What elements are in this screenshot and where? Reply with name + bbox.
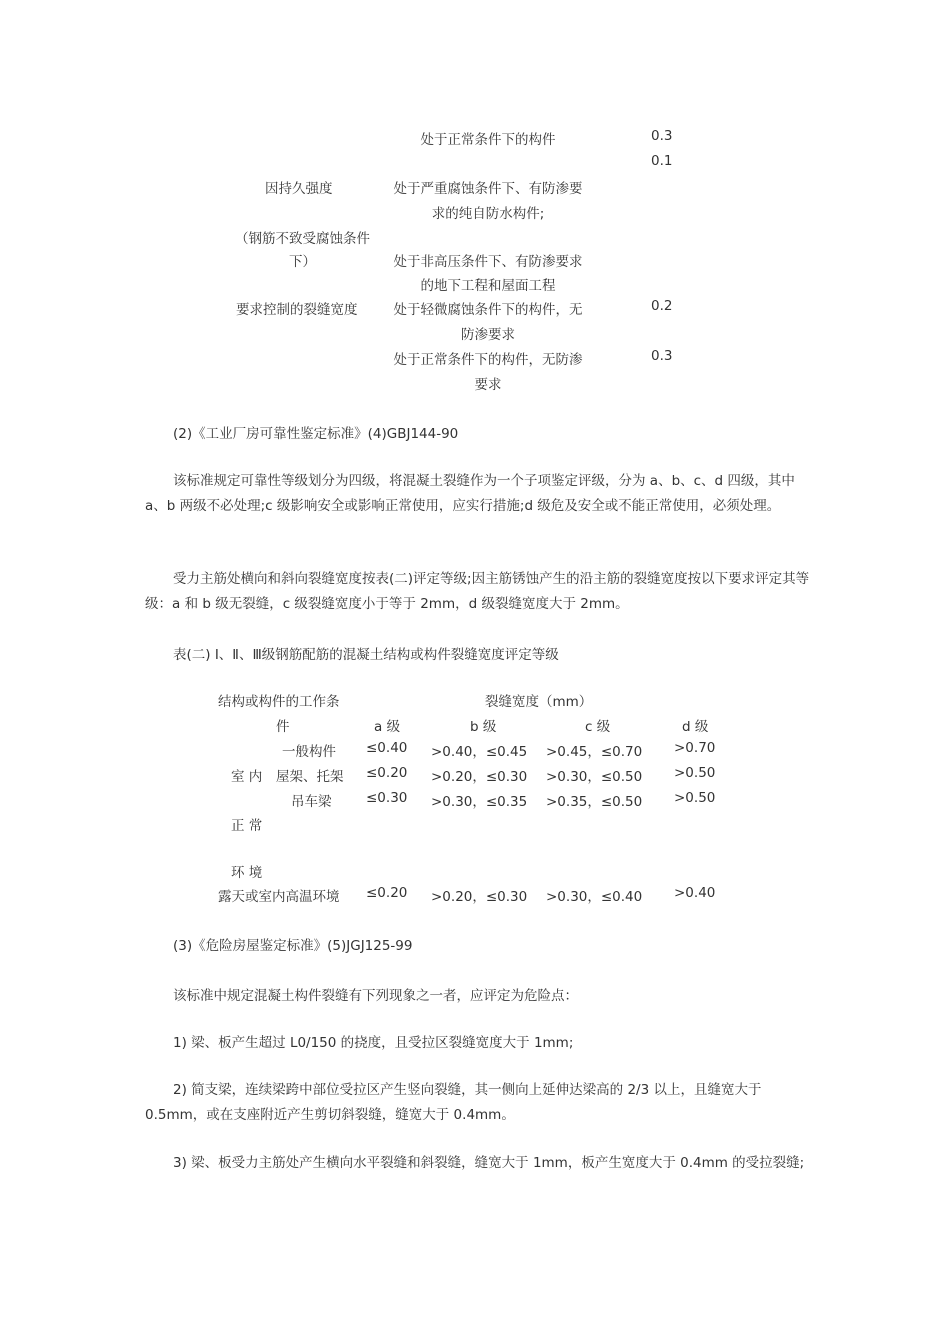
table2-grade-header: a 级: [374, 719, 401, 735]
section3-item-1: 1) 梁、板产生超过 L0/150 的挠度，且受拉区裂缝宽度大于 1mm;: [173, 1035, 574, 1051]
table2-cell: ≤0.20: [366, 885, 408, 901]
section3-item-3: 3) 梁、板受力主筋处产生横向水平裂缝和斜裂缝，缝宽大于 1mm，板产生宽度大于 0.4mm 的受拉裂缝;: [173, 1155, 805, 1171]
table1-condition: 处于轻微腐蚀条件下的构件，无: [393, 302, 583, 318]
table1-value: 0.3: [651, 348, 673, 364]
table2-member: 吊车梁: [291, 794, 332, 810]
table2-cell: >0.30，≤0.35: [431, 794, 528, 810]
table2-member: 屋架、托架: [276, 769, 344, 785]
table2-header-condition: 件: [276, 719, 290, 735]
section3-heading: (3)《危险房屋鉴定标准》(5)JGJ125-99: [173, 938, 413, 954]
table2-grade-header: d 级: [682, 719, 709, 735]
table1-left-label: 因持久强度: [265, 181, 333, 197]
table2-cell: ≤0.30: [366, 790, 408, 806]
table1-value: 0.2: [651, 298, 673, 314]
table1-value: 0.3: [651, 128, 673, 144]
table2-header-condition: 结构或构件的工作条: [218, 694, 340, 710]
section2-heading: (2)《工业厂房可靠性鉴定标准》(4)GBJ144-90: [173, 426, 459, 442]
table1-condition: 处于正常条件下的构件: [420, 132, 556, 148]
section2-paragraph-1: 该标准规定可靠性等级划分为四级，将混凝土裂缝作为一个子项鉴定评级，分为 a、b、c、d 四级，其中 a、b 两级不必处理;c 级影响安全或影响正常使用，应实行措施;d 级危及安全或不能正常使用，必须处理。: [145, 473, 795, 514]
table2-cell: >0.45，≤0.70: [546, 744, 643, 760]
table1-condition: 处于严重腐蚀条件下、有防渗要: [393, 181, 583, 197]
table2-env-label: 室 内: [231, 769, 263, 785]
table2-cell: >0.35，≤0.50: [546, 794, 643, 810]
table2-cell: >0.50: [674, 790, 716, 806]
table2-cell: >0.40，≤0.45: [431, 744, 528, 760]
table2-cell: >0.20，≤0.30: [431, 889, 528, 905]
table2-member: 一般构件: [282, 744, 336, 760]
table1-left-label: （钢筋不致受腐蚀条件: [235, 231, 370, 247]
section3-intro: 该标准中规定混凝土构件裂缝有下列现象之一者，应评定为危险点：: [173, 988, 578, 1004]
table2-cell: ≤0.20: [366, 765, 408, 781]
table1-condition: 的地下工程和屋面工程: [420, 278, 556, 294]
table1-condition: 处于非高压条件下、有防渗要求: [393, 254, 583, 270]
table1-condition: 要求: [474, 377, 502, 393]
table1-left-label: 下）: [289, 254, 316, 270]
table1-value: 0.1: [651, 153, 673, 169]
table1-left-label: 要求控制的裂缝宽度: [236, 302, 358, 318]
table2-env-label: 环 境: [231, 865, 263, 881]
table2-cell: ≤0.40: [366, 740, 408, 756]
table2-grade-header: c 级: [585, 719, 611, 735]
table2-grade-header: b 级: [470, 719, 497, 735]
table2-cell: >0.30，≤0.50: [546, 769, 643, 785]
table1-condition: 防渗要求: [461, 327, 515, 343]
table2-cell: >0.40: [674, 885, 716, 901]
table2-cell: >0.50: [674, 765, 716, 781]
table2-cell: >0.20，≤0.30: [431, 769, 528, 785]
section2-paragraph-2: 受力主筋处横向和斜向裂缝宽度按表(二)评定等级;因主筋锈蚀产生的沿主筋的裂缝宽度按以下要求评定其等级：a 和 b 级无裂缝，c 级裂缝宽度小于等于 2mm，d 级裂缝宽度大于 2mm。: [145, 571, 810, 612]
table2-member: 露天或室内高温环境: [218, 889, 340, 905]
table2-cell: >0.30，≤0.40: [546, 889, 643, 905]
table1-condition: 处于正常条件下的构件，无防渗: [393, 352, 583, 368]
table2-caption: 表(二) Ⅰ、Ⅱ、Ⅲ级钢筋配筋的混凝土结构或构件裂缝宽度评定等级: [173, 647, 559, 663]
table2-cell: >0.70: [674, 740, 716, 756]
table2-env-label: 正 常: [231, 818, 263, 834]
table1-condition: 求的纯自防水构件;: [431, 206, 545, 222]
section3-item-2: 2) 简支梁，连续梁跨中部位受拉区产生竖向裂缝，其一侧向上延伸达梁高的 2/3 以上，且缝宽大于 0.5mm，或在支座附近产生剪切斜裂缝，缝宽大于 0.4mm。: [145, 1082, 762, 1123]
table2-header-width: 裂缝宽度（mm）: [485, 694, 593, 710]
